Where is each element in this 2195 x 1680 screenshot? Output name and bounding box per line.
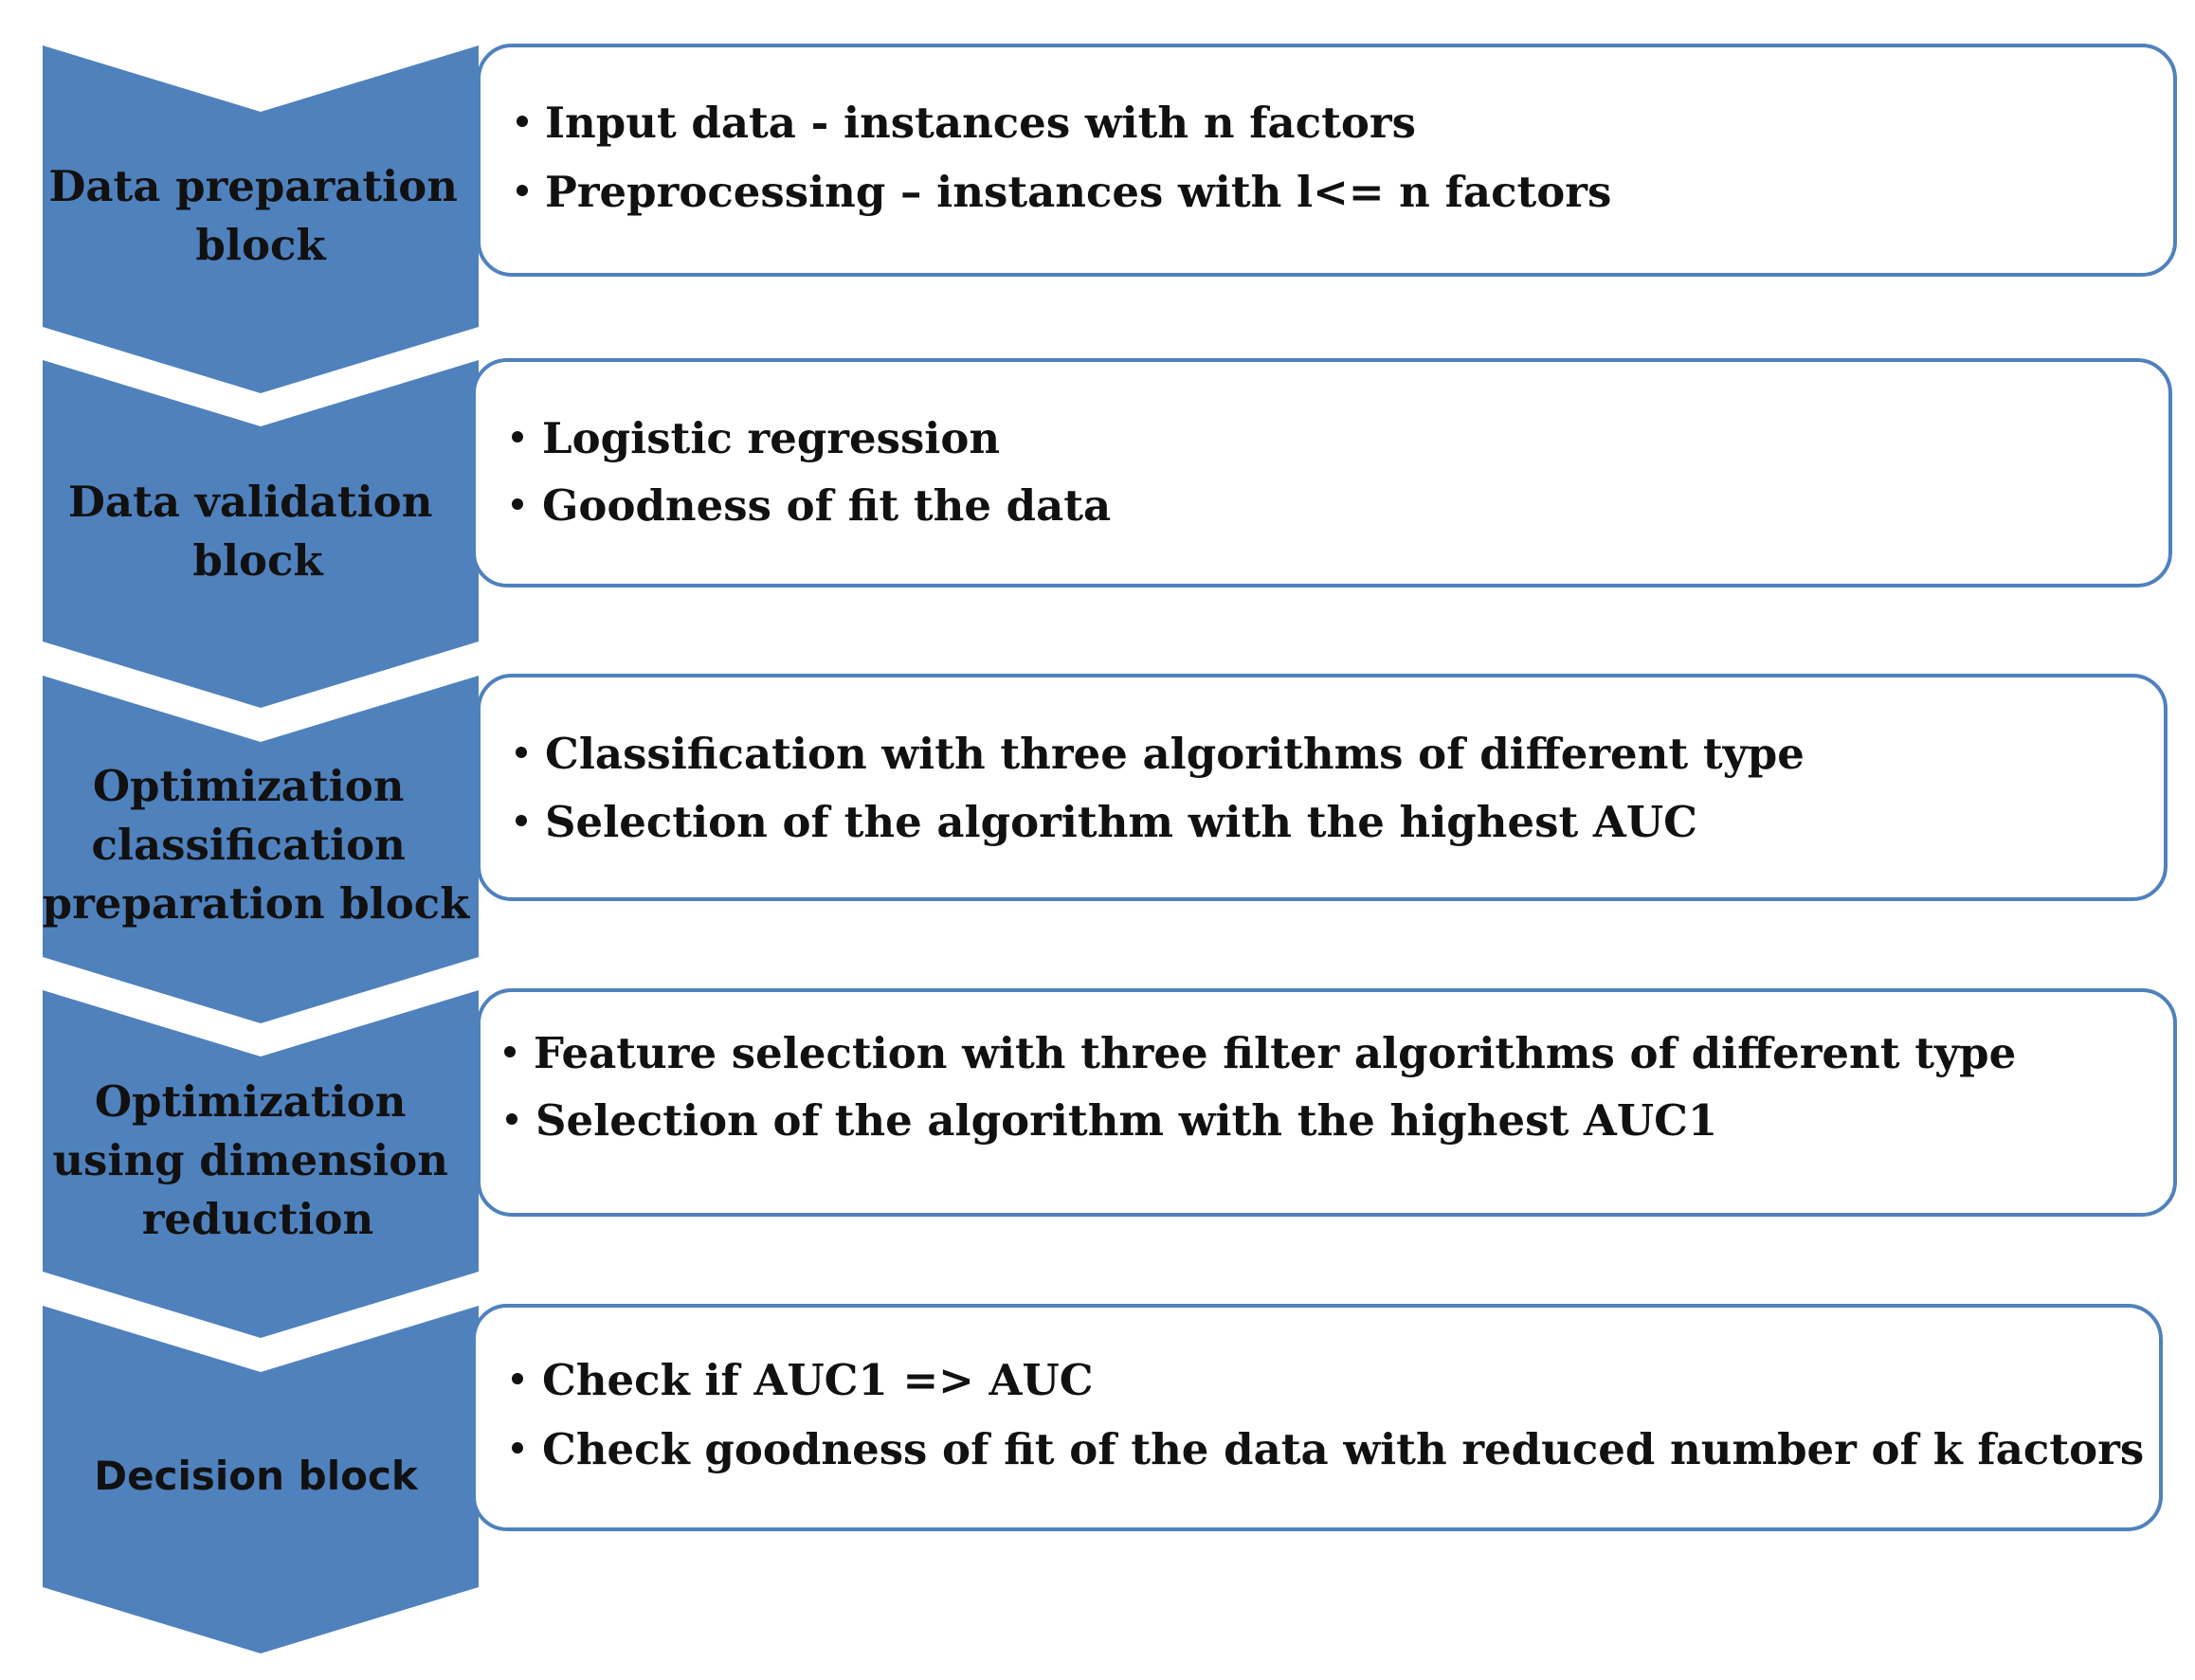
chevron-label: Optimization using dimension reduction (52, 1076, 449, 1244)
bullet-text: Check goodness of fit of the data with reduced number of k factors (542, 1424, 2145, 1474)
bullet-dot (506, 1113, 517, 1125)
bullet-text: Preprocessing – instances with l<= n factors (545, 167, 1612, 217)
bullet-item (512, 1355, 1094, 1405)
chevron-label: Data preparation block (48, 161, 459, 270)
chevron-label: Optimization classification preparation block (42, 761, 470, 929)
block-optimization-classification (43, 676, 2166, 1023)
content-box (474, 1306, 2161, 1529)
block-data-preparation (43, 45, 2175, 393)
block-data-validation (43, 360, 2170, 708)
bullet-dot (512, 1373, 523, 1384)
bullet-dot (512, 498, 523, 510)
bullet-item (512, 480, 1111, 531)
bullet-dot (516, 815, 527, 826)
bullet-item (517, 98, 1416, 148)
block-decision (43, 1306, 2161, 1653)
bullet-item (504, 1028, 2016, 1078)
bullet-text: Classification with three algorithms of different type (545, 729, 1805, 779)
bullet-text: Goodness of fit the data (542, 480, 1112, 531)
bullet-item (517, 167, 1611, 217)
bullet-dot (517, 185, 528, 196)
bullet-text: Input data - instances with n factors (545, 98, 1416, 148)
bullet-text: Selection of the algorithm with the highest AUC1 (535, 1095, 1718, 1146)
bullet-dot (504, 1046, 516, 1057)
bullet-item (506, 1095, 1717, 1146)
content-box (474, 360, 2170, 586)
bullet-dot (512, 431, 523, 443)
chevron-label: Data validation block (67, 477, 433, 586)
bullet-dot (517, 116, 528, 127)
bullet-text: Check if AUC1 => AUC (542, 1355, 1094, 1405)
bullet-text: Selection of the algorithm with the highest AUC (545, 797, 1697, 847)
chevron-shape (43, 360, 479, 708)
bullet-dot (516, 747, 527, 758)
content-box (479, 676, 2166, 899)
bullet-dot (512, 1442, 523, 1454)
bullet-text: Logistic regression (542, 413, 1001, 463)
bullet-item (516, 729, 1805, 779)
bullet-item (516, 797, 1697, 847)
chevron-label: Decision block (94, 1453, 418, 1499)
block-optimization-dimension-reduction (43, 990, 2175, 1338)
bullet-text: Feature selection with three filter algorithms of different type (534, 1028, 2017, 1078)
bullet-item (512, 1424, 2144, 1474)
bullet-item (512, 413, 1000, 463)
content-box (479, 45, 2175, 275)
